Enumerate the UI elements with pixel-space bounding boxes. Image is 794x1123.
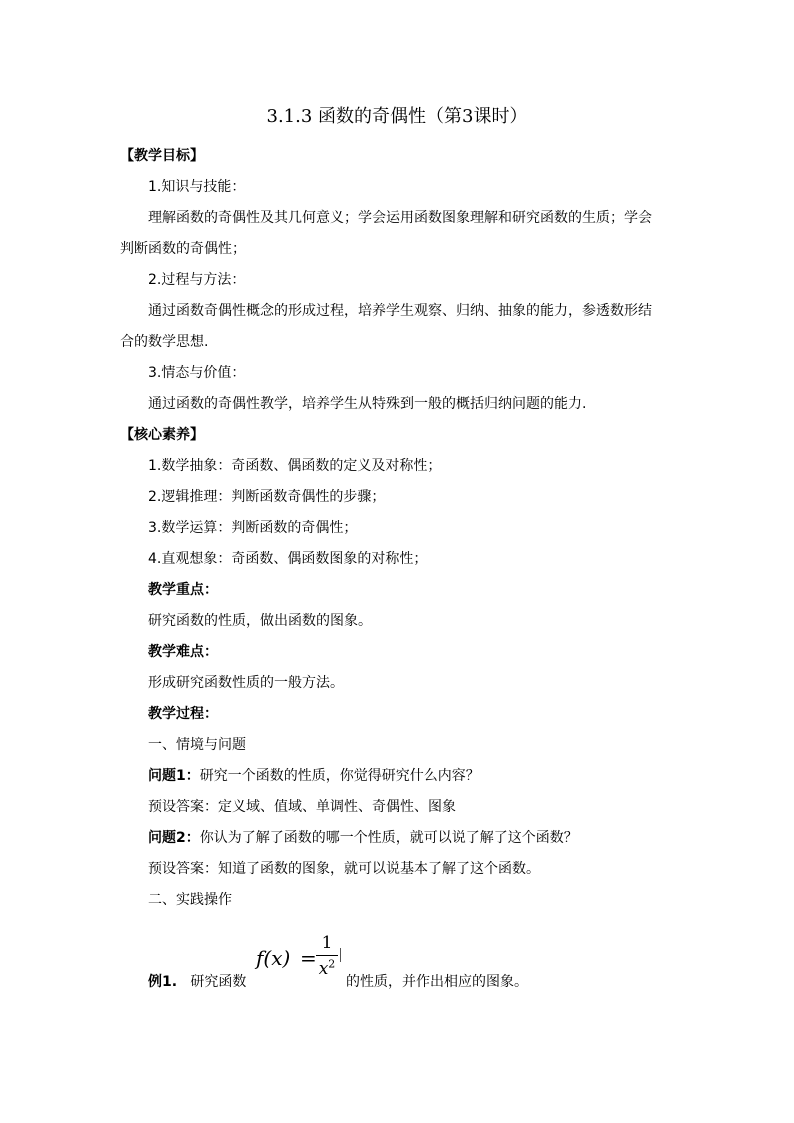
objective-1-text: 理解函数的奇偶性及其几何意义；学会运用函数图象理解和研究函数的生质；学会 (148, 210, 652, 226)
example-1-pre: 研究函数 (190, 974, 247, 990)
page-title: 3.1.3 函数的奇偶性（第3课时） (266, 106, 528, 127)
question-1 (148, 766, 480, 786)
objective-3-label: 3.情态与价值： (148, 365, 246, 381)
section-2-heading: 二、实践操作 (148, 892, 232, 908)
literacy-item: 2.逻辑推理：判断函数奇偶性的步骤； (148, 489, 386, 505)
key-point-label: 教学重点： (148, 582, 218, 598)
literacy-item: 4.直观想象：奇函数、偶函数图象的对称性； (148, 551, 428, 567)
formula-base: x (318, 959, 329, 979)
difficulty-text: 形成研究函数性质的一般方法。 (148, 675, 344, 691)
difficulty-label: 教学难点： (148, 644, 218, 660)
formula-exponent: 2 (328, 957, 336, 971)
objective-1-label: 1.知识与技能： (148, 179, 246, 195)
objective-2-text: 通过函数奇偶性概念的形成过程，培养学生观察、归纳、抽象的能力，参透数形结 (148, 303, 652, 319)
literacy-item: 1.数学抽象：奇函数、偶函数的定义及对称性； (148, 458, 442, 474)
formula-lhs: f(x) (256, 946, 291, 970)
question-1-label: 问题1： (148, 768, 200, 784)
fraction-bar (316, 955, 338, 956)
objective-2-text-cont: 合的数学思想. (120, 334, 209, 350)
formula-numerator: 1 (321, 933, 333, 953)
answer-2: 预设答案：知道了函数的图象，就可以说基本了解了这个函数。 (148, 861, 540, 877)
formula-equals: = (300, 946, 317, 970)
literacy-item: 3.数学运算：判断函数的奇偶性； (148, 520, 358, 536)
objective-1-text-cont: 判断函数的奇偶性； (120, 241, 246, 257)
process-label: 教学过程： (148, 706, 218, 722)
example-1-post: 的性质，并作出相应的图象。 (346, 974, 528, 990)
question-1-text: 研究一个函数的性质，你觉得研究什么内容？ (199, 768, 480, 784)
section-1-heading: 一、情境与问题 (148, 737, 246, 753)
objective-2-label: 2.过程与方法： (148, 272, 246, 288)
formula-fraction (316, 932, 338, 980)
question-2-label: 问题2： (148, 830, 200, 846)
example-1-label: 例1. (148, 974, 178, 990)
question-2-text: 你认为了解了函数的哪一个性质，就可以说了解了这个函数？ (199, 830, 578, 846)
example-1-lead (148, 972, 246, 992)
literacy-heading: 【核心素养】 (120, 427, 204, 443)
objectives-heading: 【教学目标】 (120, 148, 204, 164)
formula-denominator (316, 958, 338, 980)
key-point-text: 研究函数的性质，做出函数的图象。 (148, 613, 372, 629)
text-cursor (340, 948, 341, 962)
function-formula (256, 932, 346, 988)
question-2 (148, 828, 578, 848)
objective-3-text: 通过函数的奇偶性教学，培养学生从特殊到一般的概括归纳问题的能力. (148, 396, 587, 412)
answer-1: 预设答案：定义域、值域、单调性、奇偶性、图象 (148, 799, 456, 815)
